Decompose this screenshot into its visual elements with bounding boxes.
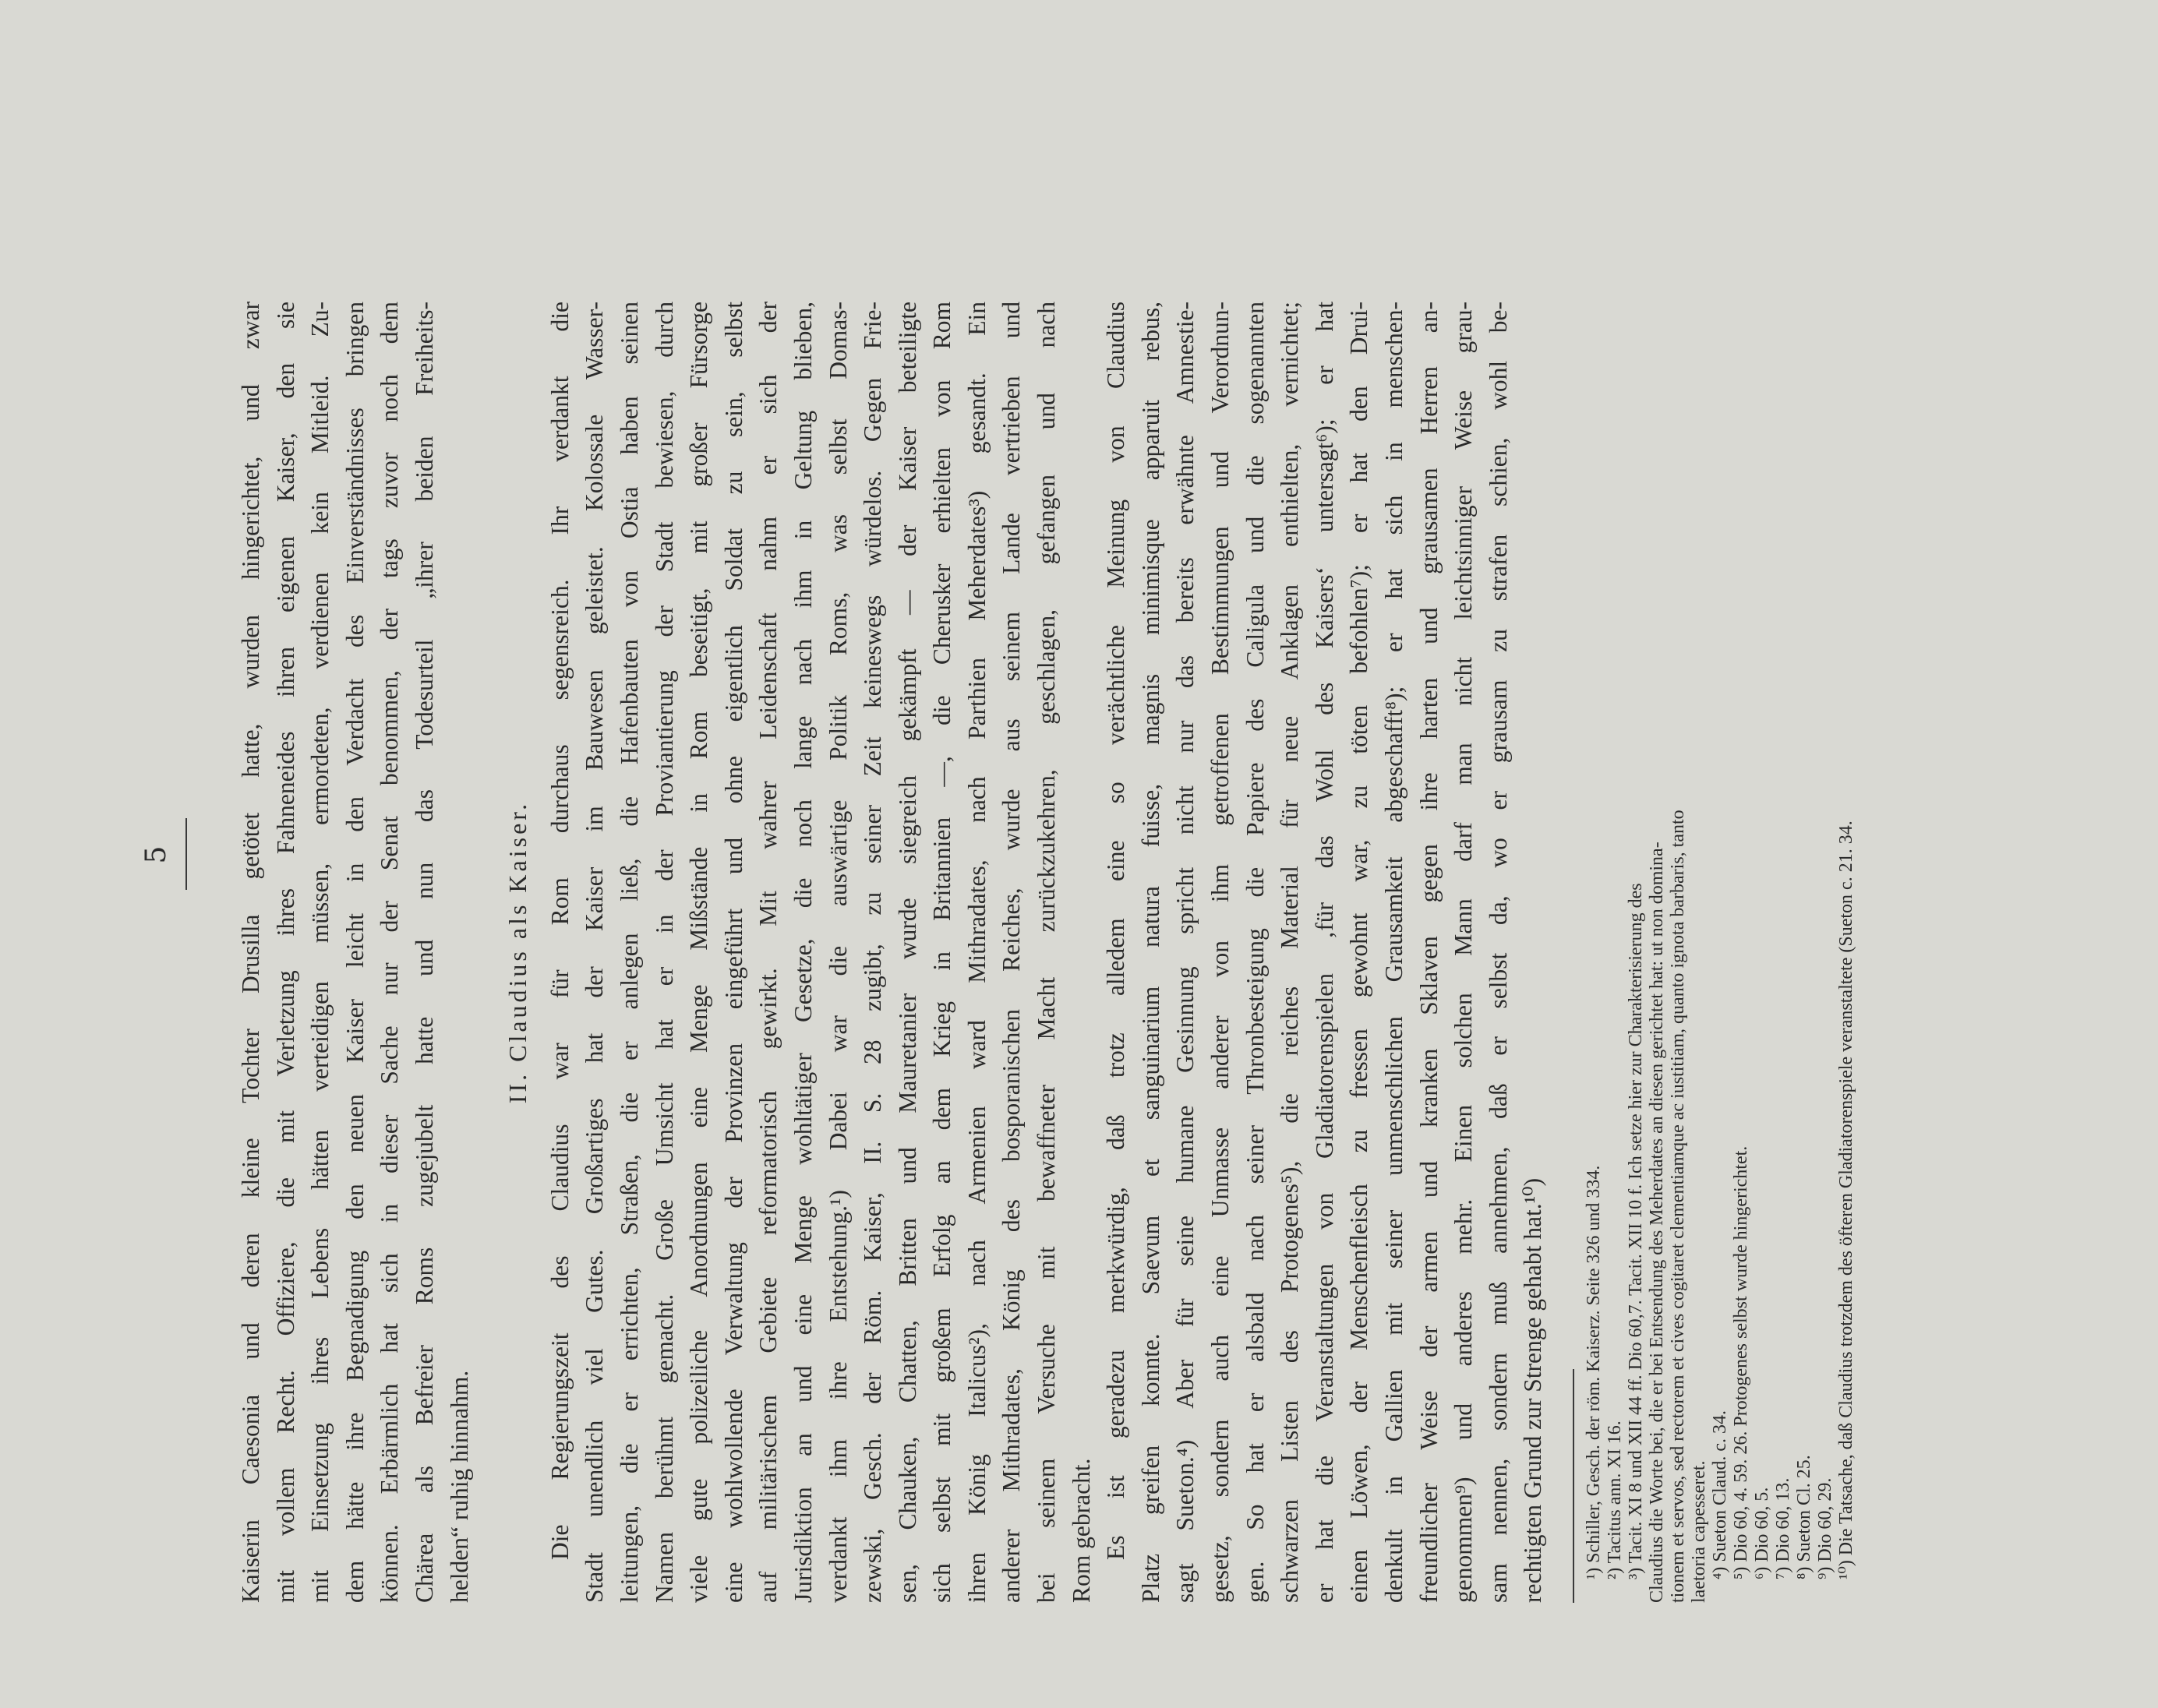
- footnote: tionem et servos, sed rectorem et cives cogitaret clementiamque ac iustitiam, quanto ignota barbaris, tanto: [1668, 810, 1688, 1603]
- text-line: Platz greifen konnte. Saevum et sanguinarium natura fuisse, magnis minimisque apparuit rebus,: [1136, 302, 1164, 1603]
- text-line: ihren König Italicus²), nach Armenien ward Mithradates, nach Parthien Meherdates³) gesandt. Ein: [962, 302, 991, 1603]
- footnote: ⁷) Dio 60, 13.: [1773, 1477, 1793, 1579]
- text-line: rechtigten Grund zur Strenge gehabt hat.¹⁰): [1519, 1177, 1547, 1603]
- footnote: ⁵) Dio 60, 4. 59. 26. Protogenes selbst wurde hingerichtet.: [1731, 1145, 1751, 1579]
- text-line: gesetz, sondern auch eine Unmasse anderer von ihm getroffenen Bestimmungen und Verordnun-: [1206, 302, 1234, 1603]
- text-line: viele gute polizeiliche Anordnungen eine Menge Mißstände in Rom beseitigt, mit großer Fürsorge: [685, 302, 713, 1603]
- text-line: mit vollem Recht. Offiziere, die mit Verletzung ihres Fahneneides ihren eigenen Kaiser, den sie: [271, 302, 299, 1603]
- section-paragraphs: [543, 302, 1551, 1603]
- footnote: ⁶) Dio 60, 5.: [1752, 1487, 1772, 1579]
- footnote: ⁸) Sueton Cl. 25.: [1794, 1455, 1814, 1579]
- text-line: sam nennen, sondern muß annehmen, daß er selbst da, wo er grausam zu strafen schien, wohl be-: [1484, 302, 1512, 1603]
- text-line: Namen berühmt gemacht. Große Umsicht hat er in der Proviantierung der Stadt bewiesen, durch: [650, 302, 678, 1603]
- text-line: einen Löwen, der Menschenfleisch zu fressen gewohnt war, zu töten befohlen⁷); er hat den Drui-: [1345, 302, 1373, 1603]
- section-heading: II. Claudius als Kaiser.: [503, 800, 532, 1104]
- text-line: auf militärischem Gebiete reformatorisch gewirkt. Mit wahrer Leidenschaft nahm er sich der: [754, 302, 782, 1603]
- footnote: Claudius die Worte bei, die er bei Entsendung des Meherdates an diesen gerichtet hat: ut non domina-: [1647, 842, 1667, 1603]
- text-line: leitungen, die er errichten, Straßen, die er anlegen ließ, die Hafenbauten von Ostia haben seinen: [615, 302, 643, 1603]
- body-text: [234, 302, 1551, 1603]
- footnote: ¹) Schiller, Gesch. der röm. Kaiserz. Seite 326 und 334.: [1584, 1165, 1604, 1579]
- footnote: ²) Tacitus ann. XI 16.: [1605, 1420, 1625, 1579]
- page-number: 5: [140, 844, 172, 864]
- text-line: können. Erbärmlich hat sich in dieser Sache nur der Senat benommen, der tags zuvor noch dem: [376, 302, 404, 1603]
- text-line: Stadt unendlich viel Gutes. Großartiges hat der Kaiser im Bauwesen geleistet. Kolossale Wasser-: [581, 302, 609, 1603]
- footnote: ³) Tacit. XI 8 und XII 44 ff. Dio 60,7. Tacit. XII 10 f. Ich setze hier zur Charakterisierung des: [1626, 883, 1646, 1579]
- text-line: anderer Mithradates, König des bosporanischen Reiches, wurde aus seinem Lande vertrieben und: [998, 302, 1026, 1603]
- text-line: gen. So hat er alsbald nach seiner Thronbesteigung die Papiere des Caligula und die sogenannten: [1241, 302, 1269, 1603]
- footnote: ⁹) Dio 60, 29.: [1815, 1477, 1835, 1579]
- text-line: eine wohlwollende Verwaltung der Provinzen eingeführt und ohne eigentlich Soldat zu sein, selbst: [719, 302, 747, 1603]
- text-line: denkult in Gallien mit seiner unmenschlichen Grausamkeit abgeschafft⁸); er hat sich in menschen-: [1380, 302, 1407, 1603]
- text-line: genommen⁹) und anderes mehr. Einen solchen Mann darf man nicht leichtsinniger Weise grau-: [1450, 302, 1478, 1603]
- text-line: Die Regierungszeit des Claudius war für Rom durchaus segensreich. Ihr verdankt die: [546, 302, 574, 1560]
- text-line: mit Einsetzung ihres Lebens hätten verteidigen müssen, ermordeten, verdienen kein Mitleid. Zu-: [306, 302, 334, 1603]
- text-line: Kaiserin Caesonia und deren kleine Tochter Drusilla getötet hatte, wurden hingerichtet, und zwar: [237, 302, 264, 1603]
- footnotes: [1584, 302, 1857, 1603]
- footnote: laetoria capesseret.: [1689, 1460, 1709, 1603]
- text-line: Es ist geradezu merkwürdig, daß trotz alledem eine so verächtliche Meinung von Claudius: [1102, 302, 1130, 1560]
- text-line: freundlicher Weise der armen und kranken Sklaven gegen ihre harten und grausamen Herren an-: [1415, 302, 1443, 1603]
- text-line: zewski, Gesch. der Röm. Kaiser, II. S. 28 zugibt, zu seiner Zeit keineswegs würdelos. Gegen Frie-: [859, 302, 887, 1603]
- footnote: ¹⁰) Die Tatsache, daß Claudius trotzdem des öfteren Gladiatorenspiele veranstaltete (Sueton c. 21. 34.: [1836, 820, 1856, 1579]
- footnote: ⁴) Sueton Claud. c. 34.: [1710, 1410, 1730, 1579]
- text-line: er hat die Veranstaltungen von Gladiatorenspielen ‚für das Wohl des Kaisers‘ untersagt⁶); er hat: [1310, 302, 1338, 1603]
- text-line: schwarzen Listen des Protogenes⁵), die reiches Material für neue Anklagen enthielten, vernichtet;: [1276, 302, 1304, 1603]
- text-line: dem hätte ihre Begnadigung den neuen Kaiser leicht in den Verdacht des Einverständnisses bringen: [341, 302, 369, 1603]
- text-line: Chärea als Befreier Roms zugejubelt hatte und nun das Todesurteil „ihrer beiden Freiheits-: [410, 302, 438, 1603]
- text-line: Rom gebracht.: [1067, 1458, 1095, 1603]
- text-line: sich selbst mit großem Erfolg an dem Krieg in Britannien —, die Cherusker erhielten von Rom: [928, 302, 956, 1603]
- intro-paragraph: [234, 302, 477, 1603]
- text-line: helden“ ruhig hinnahm.: [445, 1370, 473, 1603]
- text-line: verdankt ihm ihre Entstehung.¹) Dabei war die auswärtige Politik Roms, was selbst Domas-: [824, 302, 852, 1603]
- text-line: sen, Chauken, Chatten, Britten und Mauretanier wurde siegreich gekämpft — der Kaiser beteiligte: [893, 302, 921, 1603]
- page-number-rule: [185, 818, 187, 890]
- text-line: Jurisdiktion an und eine Menge wohltätiger Gesetze, die noch lange nach ihm in Geltung blieben,: [789, 302, 817, 1603]
- text-line: bei seinem Versuche mit bewaffneter Macht zurückzukehren, geschlagen, gefangen und nach: [1033, 302, 1061, 1603]
- footnote-rule: [1573, 1369, 1574, 1603]
- text-line: sagt Sueton.⁴) Aber für seine humane Gesinnung spricht nicht nur das bereits erwähnte Amnestie-: [1171, 302, 1199, 1603]
